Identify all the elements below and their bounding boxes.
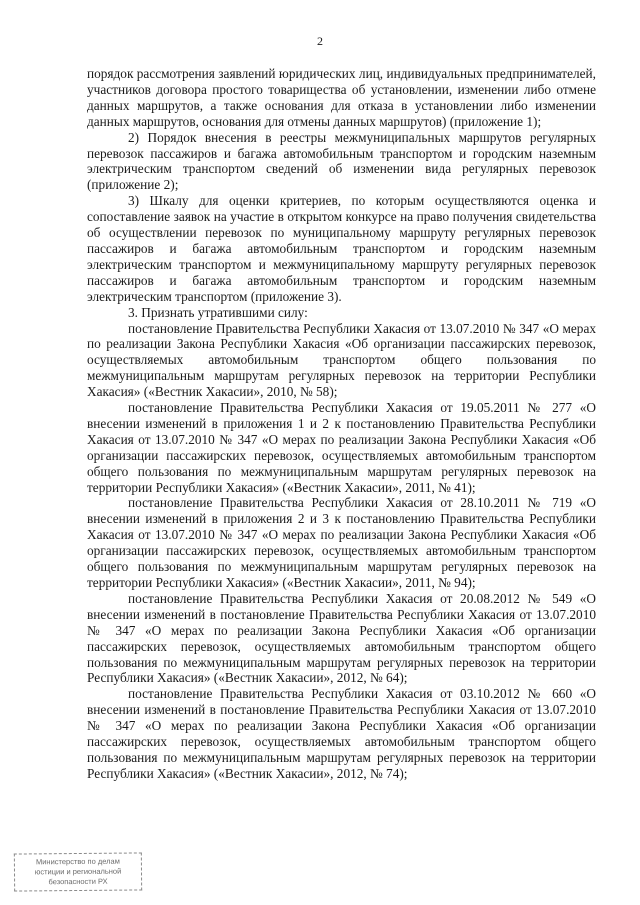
page-number: 2: [317, 34, 323, 48]
document-body: [87, 66, 596, 782]
paragraph-7: постановление Правительства Республики Хакасия от 28.10.2011 № 719 «О внесении изменений в приложения 2 и 3 к постановлению Правительства Республики Хакасия от 13.07.2010 № 347 «О мерах по реализации Закона Республики Хакасия «Об организации пассажирских перевозок, осуществляемых автомобильным транспортом общего пользования по межмуниципальным маршрутам регулярных перевозок на территории Республики Хакасия» («Вестник Хакасии», 2011, № 94);: [87, 495, 596, 590]
stamp-line-3: безопасности РХ: [48, 876, 108, 887]
paragraph-9: постановление Правительства Республики Хакасия от 03.10.2012 № 660 «О внесении изменений в постановление Правительства Республики Хакасия от 13.07.2010 № 347 «О мерах по реализации Закона Республики Хакасия «Об организации пассажирских перевозок, осуществляемых автомобильным транспортом общего пользования по межмуниципальным маршрутам регулярных перевозок на территории Республики Хакасия» («Вестник Хакасии», 2012, № 74);: [87, 686, 596, 781]
registration-stamp: [14, 852, 142, 891]
paragraph-6: постановление Правительства Республики Хакасия от 19.05.2011 № 277 «О внесении изменений в приложения 1 и 2 к постановлению Правительства Республики Хакасия от 13.07.2010 № 347 «О мерах по реализации Закона Республики Хакасия «Об организации пассажирских перевозок, осуществляемых автомобильным транспортом общего пользования по межмуниципальным маршрутам регулярных перевозок на территории Республики Хакасия» («Вестник Хакасии», 2011, № 41);: [87, 400, 596, 495]
paragraph-2: 2) Порядок внесения в реестры межмуниципальных маршрутов регулярных перевозок пассажиров и багажа автомобильным транспортом и городским наземным электрическим транспортом сведений об изменении вида регулярных перевозок (приложение 2);: [87, 129, 596, 193]
paragraph-8: постановление Правительства Республики Хакасия от 20.08.2012 № 549 «О внесении изменений в постановление Правительства Республики Хакасия от 13.07.2010 № 347 «О мерах по реализации Закона Республики Хакасия «Об организации пассажирских перевозок, осуществляемых автомобильным транспортом общего пользования по межмуниципальным маршрутам регулярных перевозок на территории Республики Хакасия» («Вестник Хакасии», 2012, № 64);: [87, 590, 596, 686]
paragraph-1: порядок рассмотрения заявлений юридических лиц, индивидуальных предпринимателей, участников договора простого товарищества об установлении, изменении либо отмене данных маршрутов, а также основания для отказа в установлении либо изменении данных маршрутов, основания для отмены данных маршрутов) (приложение 1);: [87, 66, 596, 129]
stamp-line-1: Министерство по делам: [35, 856, 120, 867]
stamp-line-2: юстиции и региональной: [34, 866, 122, 877]
paragraph-3: 3) Шкалу для оценки критериев, по которым осуществляются оценка и сопоставление заявок на участие в открытом конкурсе на право получения свидетельства об осуществлении перевозок по муниципальному маршруту регулярных перевозок пассажиров и багажа автомобильным транспортом и городским наземным электрическим транспортом и межмуниципальному маршруту регулярных перевозок пассажиров и багажа автомобильным транспортом и городским наземным электрическим транспортом (приложение 3).: [87, 193, 596, 304]
paragraph-4: 3. Признать утратившими силу:: [128, 304, 308, 320]
paragraph-5: постановление Правительства Республики Хакасия от 13.07.2010 № 347 «О мерах по реализации Закона Республики Хакасия «Об организации пассажирских перевозок, осуществляемых автомобильным транспортом общего пользования по межмуниципальным маршрутам регулярных перевозок на территории Республики Хакасия» («Вестник Хакасии», 2010, № 58);: [87, 320, 596, 400]
